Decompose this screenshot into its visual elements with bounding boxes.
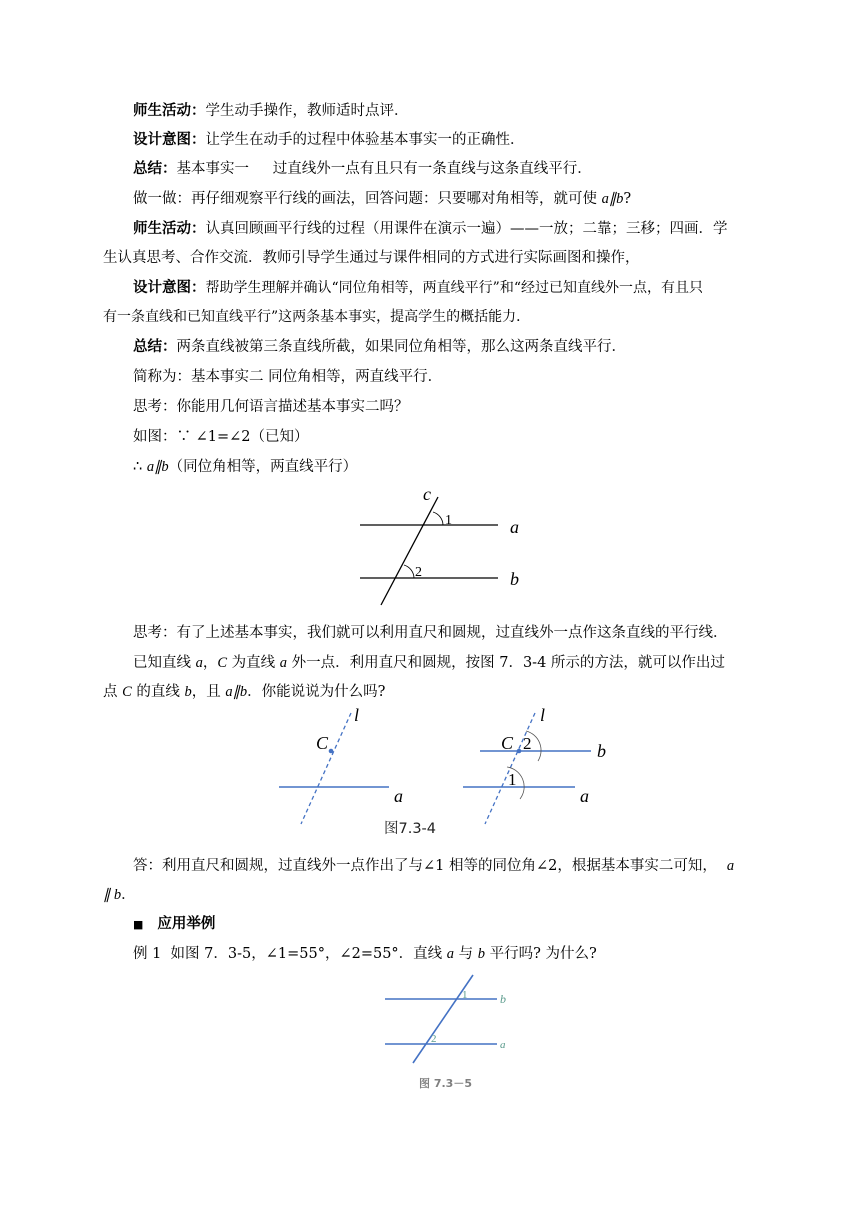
paragraph-text: 两条直线被第三条直线所截，如果同位角相等，那么这两条直线平行． (176, 339, 626, 355)
angle-2-arc (404, 565, 414, 578)
figure-caption: 图 7.3－5 (419, 1077, 472, 1090)
math-b: b (477, 946, 486, 962)
paragraph-text: 让学生在动手的过程中体验基本事实一的正确性． (205, 132, 525, 148)
paragraph-text: 认真回顾画平行线的过程（用课件在演示一遍）——一放；二靠；三移；四画．学 (205, 221, 728, 237)
math-b: b (184, 684, 192, 700)
paragraph-think-1 (133, 397, 793, 418)
paragraph-answer (133, 856, 793, 877)
angle-1-arc (433, 512, 443, 525)
paragraph-example-1 (133, 944, 793, 965)
paragraph-text: 如图：∵ ∠1=∠2（已知） (133, 429, 309, 445)
paragraph-text: 为直线 (227, 655, 280, 671)
paragraph-text: 点 (103, 684, 123, 700)
paragraph-try-it (133, 189, 793, 210)
paragraph-teacher-student-activity-1 (133, 101, 793, 122)
math-a-parallel-b: a∥b (601, 191, 624, 207)
figure-caption: 图7.3-4 (384, 821, 437, 837)
paragraph-text: ? (623, 191, 632, 207)
label-angle-2: 2 (523, 734, 532, 753)
paragraph-text: 帮助学生理解并确认“同位角相等，两直线平行”和“经过已知直线外一点，有且只 (205, 280, 703, 296)
label-a: a (510, 517, 519, 537)
paragraph-think-2 (133, 623, 793, 644)
label-b: b (500, 992, 506, 1006)
paragraph-design-intent-1 (133, 130, 793, 151)
label-bold: 设计意图： (133, 280, 206, 296)
therefore-symbol: ∴ (133, 459, 147, 475)
figure-7-3-4 (270, 703, 620, 839)
math-a: a (726, 858, 735, 874)
line-l-right-dashed (485, 713, 535, 824)
math-a: a (195, 655, 203, 671)
label-a-left: a (394, 786, 403, 806)
line-c-transversal (381, 497, 438, 605)
math-a-parallel-b: a∥b (146, 459, 169, 475)
line-l-left-dashed (301, 713, 351, 824)
paragraph-text: 简称为：基本事实二 同位角相等，两直线平行． (133, 369, 443, 385)
label-l-right: l (540, 705, 546, 725)
paragraph-text: 有一条直线和已知直线平行”这两条基本事实，提高学生的概括能力． (103, 309, 531, 325)
paragraph-text: 思考：你能用几何语言描述基本事实二吗？ (133, 399, 409, 415)
label-angle-2: 2 (415, 565, 422, 580)
paragraph-teacher-student-activity-2 (133, 219, 793, 240)
paragraph-text: 学生动手操作，教师适时点评． (205, 103, 409, 119)
figure-parallel-lines-transversal (350, 482, 540, 608)
bullet-square-icon: ■ (133, 918, 144, 931)
label-angle-1: 1 (445, 513, 452, 528)
label-b: b (510, 569, 519, 589)
paragraph-text: ， (202, 655, 218, 671)
paragraph-text: 做一做：再仔细观察平行线的画法，回答问题：只要哪对角相等，就可使 (133, 191, 602, 207)
label-c: c (423, 484, 431, 504)
label-bold: 师生活动： (133, 103, 206, 119)
paragraph-as-shown (133, 427, 793, 448)
paragraph-continuation (103, 307, 763, 328)
label-l-left: l (354, 705, 360, 725)
paragraph-text: 生认真思考、合作交流．教师引导学生通过与课件相同的方式进行实际画图和操作， (103, 250, 640, 266)
math-a: a (279, 655, 287, 671)
math-C: C (217, 655, 228, 671)
label-bold: 师生活动： (133, 221, 206, 237)
paragraph-continuation (103, 682, 763, 703)
math-a: a (446, 946, 455, 962)
label-angle-2: 2 (431, 1033, 437, 1045)
point-C-left (329, 749, 334, 754)
paragraph-summary-2 (133, 337, 793, 358)
math-parallel-b: ∥ b (103, 887, 122, 903)
figure-7-3-5 (380, 968, 520, 1098)
label-bold: 总结： (133, 161, 177, 177)
label-a: a (500, 1039, 506, 1051)
label-b-right: b (597, 741, 606, 761)
paragraph-abbreviation (133, 367, 793, 388)
paragraph-text: 平行吗? 为什么? (485, 946, 597, 962)
label-angle-1: 1 (462, 989, 468, 1001)
label-C-left: C (316, 733, 329, 753)
point-C-right (517, 749, 522, 754)
label-bold: 总结： (133, 339, 177, 355)
paragraph-text: 与 (454, 946, 478, 962)
paragraph-text: 已知直线 (133, 655, 196, 671)
paragraph-text: 外一点．利用直尺和圆规，按图 7．3-4 所示的方法，就可以作出过 (287, 655, 725, 671)
paragraph-text: ．你能说说为什么吗? (247, 684, 386, 700)
math-a-parallel-b: a∥b (225, 684, 248, 700)
paragraph-known-line (133, 653, 793, 674)
paragraph-therefore (133, 457, 793, 478)
label-bold: 设计意图： (133, 132, 206, 148)
label-a-right: a (580, 786, 589, 806)
paragraph-text: ，且 (191, 684, 226, 700)
paragraph-text: 例 1 如图 7．3-5，∠1=55°，∠2=55°．直线 (133, 946, 447, 962)
paragraph-continuation (103, 885, 763, 906)
paragraph-text: 思考：有了上述基本事实，我们就可以利用直尺和圆规，过直线外一点作这条直线的平行线． (133, 625, 728, 641)
paragraph-text: （同位角相等，两直线平行） (168, 459, 358, 475)
paragraph-text: 基本事实一 过直线外一点有且只有一条直线与这条直线平行． (176, 161, 592, 177)
section-title: 应用举例 (157, 916, 216, 932)
paragraph-design-intent-2 (133, 278, 793, 299)
label-C-right: C (501, 733, 514, 753)
paragraph-text: 的直线 (131, 684, 185, 700)
paragraph-continuation (103, 248, 763, 269)
paragraph-text: ． (121, 887, 136, 903)
label-angle-1: 1 (508, 770, 517, 789)
math-C: C (122, 684, 132, 700)
paragraph-summary-1 (133, 159, 793, 180)
paragraph-text: 答：利用直尺和圆规，过直线外一点作出了与∠1 相等的同位角∠2，根据基本事实二可知， (133, 858, 717, 874)
section-heading-application (133, 914, 793, 935)
